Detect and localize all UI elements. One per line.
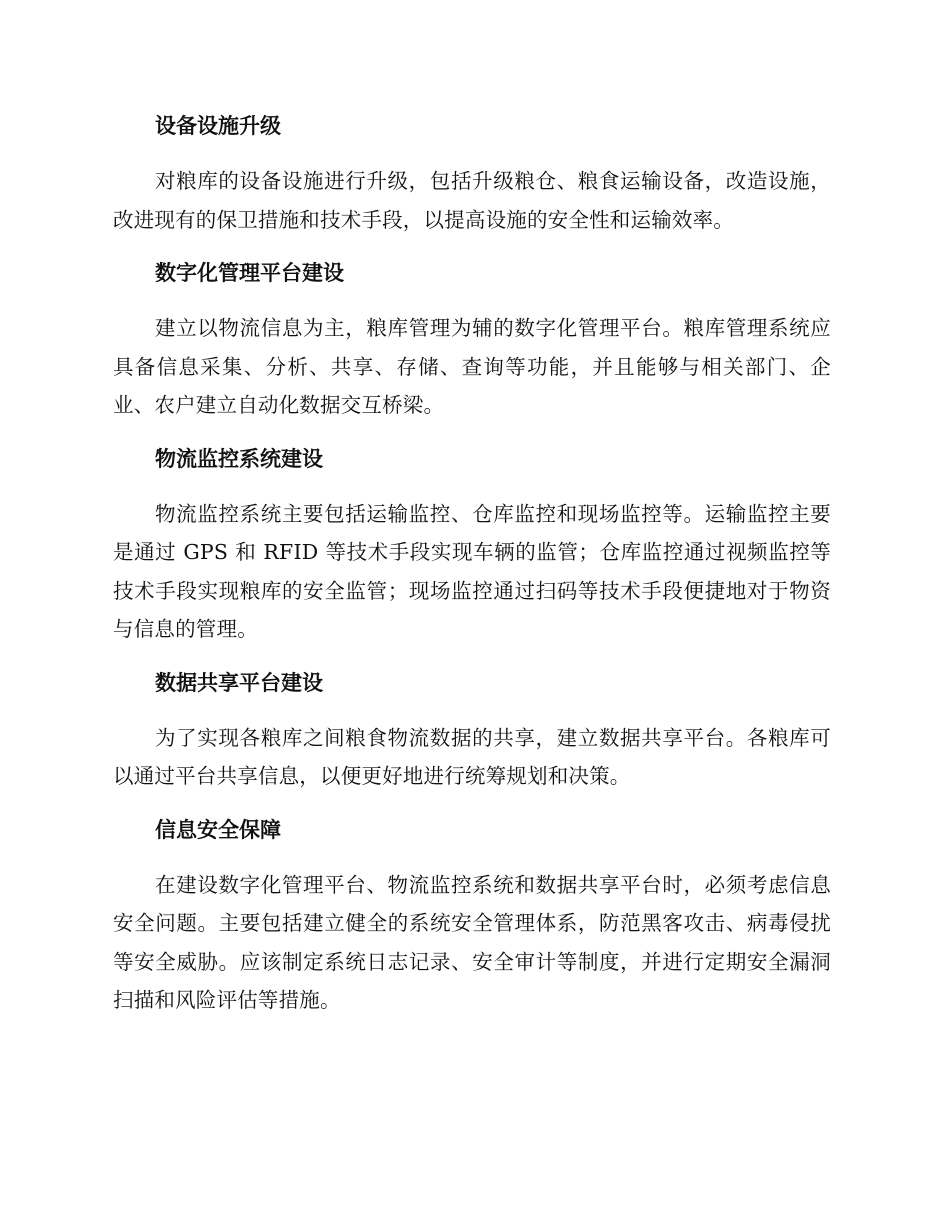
section-paragraph: 建立以物流信息为主，粮库管理为辅的数字化管理平台。粮库管理系统应具备信息采集、分析、共享、存储、查询等功能，并且能够与相关部门、企业、农户建立自动化数据交互桥梁。 bbox=[113, 316, 831, 417]
section-information-security bbox=[113, 812, 831, 1020]
section-paragraph: 对粮库的设备设施进行升级，包括升级粮仓、粮食运输设备，改造设施，改进现有的保卫措施和技术手段，以提高设施的安全性和运输效率。 bbox=[113, 169, 831, 232]
section-data-sharing bbox=[113, 665, 831, 796]
section-paragraph: 为了实现各粮库之间粮食物流数据的共享，建立数据共享平台。各粮库可以通过平台共享信息，以便更好地进行统筹规划和决策。 bbox=[113, 725, 831, 788]
section-digital-platform bbox=[113, 255, 831, 425]
section-paragraph: 在建设数字化管理平台、物流监控系统和数据共享平台时，必须考虑信息安全问题。主要包括建立健全的系统安全管理体系，防范黑客攻击、病毒侵扰等安全威胁。应该制定系统日志记录、安全审计等制度，并进行定期安全漏洞扫描和风险评估等措施。 bbox=[113, 872, 831, 1012]
section-heading: 数字化管理平台建设 bbox=[155, 261, 344, 285]
section-logistics-monitoring bbox=[113, 441, 831, 649]
section-heading: 数据共享平台建设 bbox=[155, 670, 323, 695]
document-page bbox=[113, 108, 831, 1020]
section-heading: 设备设施升级 bbox=[155, 114, 281, 138]
section-heading: 物流监控系统建设 bbox=[155, 446, 323, 471]
section-paragraph: 物流监控系统主要包括运输监控、仓库监控和现场监控等。运输监控主要是通过 GPS 和 RFID 等技术手段实现车辆的监管；仓库监控通过视频监控等技术手段实现粮库的安全监管；现场监控通过扫码等技术手段便捷地对于物资与信息的管理。 bbox=[113, 501, 831, 641]
section-heading: 信息安全保障 bbox=[155, 817, 281, 842]
section-equipment-upgrade bbox=[113, 108, 831, 239]
